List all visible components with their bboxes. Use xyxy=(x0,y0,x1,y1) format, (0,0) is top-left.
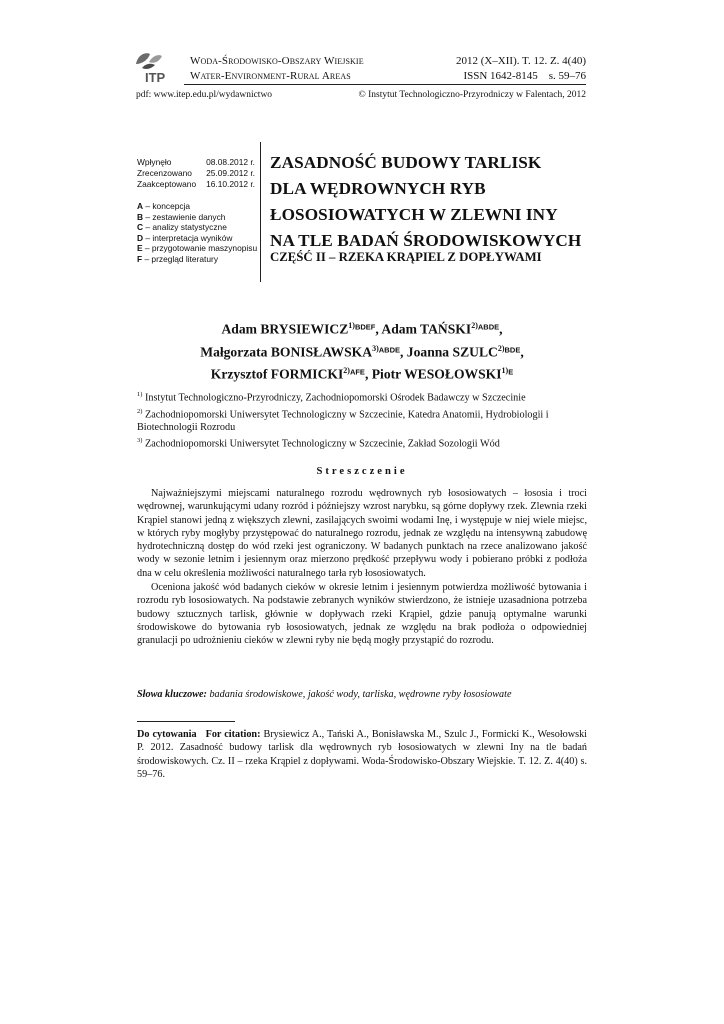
author-contribution: BDE xyxy=(504,345,521,355)
author-affiliation-mark: 2) xyxy=(471,321,478,330)
issue-info: 2012 (X–XII). T. 12. Z. 4(40) xyxy=(455,55,586,67)
role-item: D – interpretacja wyników xyxy=(137,232,233,243)
author-affiliation-mark: 3) xyxy=(372,343,379,353)
keywords-label: Słowa kluczowe: xyxy=(137,689,207,700)
contribution-legend xyxy=(137,201,257,265)
abstract-paragraph: Najważniejszymi miejscami naturalnego rozrodu wędrownych ryb łososiowatych – łososia i troci wędrownej, warunkującymi udany rozród i późniejszy wzrost narybku, są górne dopływy rzek. Zlewnia rzeki Krąpiel stanowi jedną z większych zlewni, zasilających swoimi wodami Inę, i występuje w niej wiele miejsc, w których ryby mogłyby przystępować do naturalnego rozrodu, jednak ze względu na intensywną zabudowę hydrotechniczną dostęp do wód rzeki jest ograniczony. W badanych punktach na rzece analizowano jakość wody w sezonie letnim i jesiennym oraz mierzono prędkość przepływu wody i pobierano próbki z podłoża dna w celu określenia możliwości naturalnego tarła ryb łososiowatych. xyxy=(137,488,587,579)
role-item: E – przygotowanie maszynopisu xyxy=(137,243,258,254)
author-name: Krzysztof FORMICKI xyxy=(210,366,344,382)
author-name: Adam TAŃSKI xyxy=(381,321,472,337)
logo-text: ITP xyxy=(145,70,166,84)
author-name: Adam BRYSIEWICZ xyxy=(221,321,349,337)
role-item: A – koncepcja xyxy=(137,201,191,211)
citation-label: Do cytowania For citation: xyxy=(137,729,261,740)
author-affiliation-mark: 1) xyxy=(501,366,509,376)
affiliation-item: $^{1)}$ Instytut Technologiczno-Przyrodniczy, Zachodniopomorski Ośrodek Badawczy w Szczecinie xyxy=(137,391,526,404)
pdf-link[interactable]: pdf: www.itep.edu.pl/wydawnictwo xyxy=(136,90,273,100)
itp-leaf-icon xyxy=(132,50,178,84)
author-contribution: ABDE xyxy=(378,345,400,355)
date-row: Wpłynęło 08.08.2012 r. xyxy=(137,157,255,167)
issn-pages: ISSN 1642-8145 s. 59–76 xyxy=(463,70,586,82)
author-affiliation-mark: 1) xyxy=(348,321,355,330)
paper-title xyxy=(270,150,581,254)
paper-subtitle: CZĘŚĆ II – RZEKA KRĄPIEL Z DOPŁYWAMI xyxy=(270,250,542,264)
submission-dates xyxy=(137,157,255,190)
copyright-note: © Instytut Technologiczno-Przyrodniczy w Falentach, 2012 xyxy=(358,90,586,100)
title-line: DLA WĘDROWNYCH RYB xyxy=(270,179,486,198)
header-rule xyxy=(184,84,586,85)
keywords xyxy=(137,689,587,700)
author-name: Małgorzata BONISŁAWSKA xyxy=(200,344,373,360)
abstract-heading: Streszczenie xyxy=(316,466,408,477)
role-item: C – analizy statystyczne xyxy=(137,222,227,233)
author-contribution: E xyxy=(508,367,514,377)
citation-text: Brysiewicz A., Tański A., Bonisławska M., Szulc J., Formicki K., Wesołowski P. 2012. Zasadność budowy tarlisk dla wędrownych ryb łososiowatych w zlewni Iny na tle badań środowiskowych. Cz. II – rzeka Krąpiel z dopływami. Woda-Środowisko-Obszary Wiejskie. T. 12. Z. 4(40) s. 59–76. xyxy=(137,729,587,780)
title-line: ŁOSOSIOWATYCH W ZLEWNI INY xyxy=(270,205,558,224)
author-affiliation-mark: 2) xyxy=(497,343,505,353)
affiliations xyxy=(137,388,587,451)
author-name: Piotr WESOŁOWSKI xyxy=(371,366,502,382)
journal-name-en: Water-Environment-Rural Areas xyxy=(190,70,351,82)
citation xyxy=(137,728,587,781)
author-list: Adam $BRYSIEWICZ^{1)BDEF}$, Adam $TAŃSKI^{2)ABDE}$, Małgorzata $BONISŁAWSKA^{3)ABDE}$, Joanna $SZULC^{2)BDE}$, Krzysztof $FORMICKI^{2)AFE}$, Piotr $WESOŁOWSKI^{1)E}$ xyxy=(200,321,524,382)
title-line: NA TLE BADAŃ ŚRODOWISKOWYCH xyxy=(270,231,582,250)
role-item: B – zestawienie danych xyxy=(137,211,226,222)
affiliation-item: $^{3)}$ Zachodniopomorski Uniwersytet Technologiczny w Szczecinie, Zakład Sozologii Wód xyxy=(137,437,500,450)
abstract-body xyxy=(137,487,587,648)
author-contribution: BDEF xyxy=(354,322,376,332)
sidebar-divider xyxy=(260,142,261,282)
journal-name-pl: Woda-Środowisko-Obszary Wiejskie xyxy=(190,55,364,67)
author-name: Joanna SZULC xyxy=(406,344,498,360)
itp-logo xyxy=(132,50,178,84)
date-row: Zrecenzowano 25.09.2012 r. xyxy=(137,168,255,178)
abstract-paragraph: Oceniona jakość wód badanych cieków w okresie letnim i jesiennym potwierdza możliwość bytowania i rozrodu ryb łososiowatych. Na podstawie zebranych wyników stwierdzono, że istnieje uzasadniona potrzeba budowy sztucznych tarlisk, głównie w dopływach rzeki Krąpiel, gdzie panują optymalne warunki środowiskowe do bytowania ryb łososiowatych, jednak ze względu na brak podłoża o odpowiedniej granulacji po udrożnieniu cieków w zlewni ryby nie będą mogły przystąpić do rozrodu. xyxy=(137,582,587,647)
date-row: Zaakceptowano 16.10.2012 r. xyxy=(137,179,255,189)
role-item: F – przegląd literatury xyxy=(137,253,219,264)
author-contribution: ABDE xyxy=(477,322,500,332)
title-line: ZASADNOŚĆ BUDOWY TARLISK xyxy=(270,153,542,172)
author-affiliation-mark: 2) xyxy=(343,366,350,376)
citation-rule xyxy=(137,721,235,722)
author-contribution: AFE xyxy=(349,367,365,377)
affiliation-item: $^{2)}$ Zachodniopomorski Uniwersytet Technologiczny w Szczecinie, Katedra Anatomii, Hydrobiologii i Biotechnologii Rozrodu xyxy=(137,407,549,434)
keywords-text: badania środowiskowe, jakość wody, tarliska, wędrowne ryby łososiowate xyxy=(206,689,512,700)
